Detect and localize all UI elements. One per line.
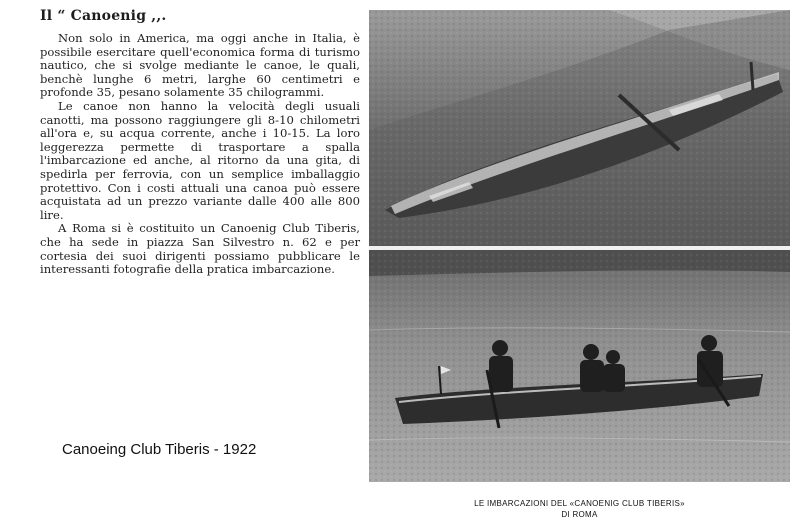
photo-caption — [369, 498, 790, 520]
photo-caption-line-2: DI ROMA — [561, 510, 598, 519]
article-paragraph-3: A Roma si è costituito un Canoenig Club Tiberis, che ha sede in piazza San Silvestro n. 62 e per cortesia dei suoi dirigenti possiamo pubblicare le interessanti fotografie della pratica imbarcazione. — [40, 221, 360, 277]
bottom-photo — [369, 250, 790, 482]
article-title: Il “ Canoenig ,,. — [40, 8, 167, 24]
article — [40, 8, 360, 277]
canoe-photographs-image — [369, 10, 790, 482]
article-paragraph-2: Le canoe non hanno la velocità degli usuali canotti, ma possono raggiungere gli 8-10 chilometri all'ora e, su acqua corrente, anche i 10-15. La loro leggerezza permette di trasportare a spalla l'imbarcazione ed anche, al ritorno da una gita, di spedirla per ferrovia, con un semplice imballaggio protettivo. Con i costi attuali una canoa può essere acquistata ad un prezzo variante dalle 400 alle 800 lire. — [40, 98, 360, 222]
photo-caption-line-1: LE IMBARCAZIONI DEL «CANOENIG CLUB TIBERIS» — [474, 499, 685, 508]
canoe-photographs — [369, 10, 790, 482]
article-paragraph-1: Non solo in America, ma oggi anche in Italia, è possibile esercitare quell'economica forma di turismo nautico, che si svolge mediante le canoe, le quali, benchè lunghe 6 metri, larghe 60 centimetri e profonde 35, pesano solamente 35 chilogrammi. — [40, 31, 360, 100]
top-photo — [369, 10, 790, 246]
bottom-caption: Canoeing Club Tiberis - 1922 — [62, 441, 257, 458]
